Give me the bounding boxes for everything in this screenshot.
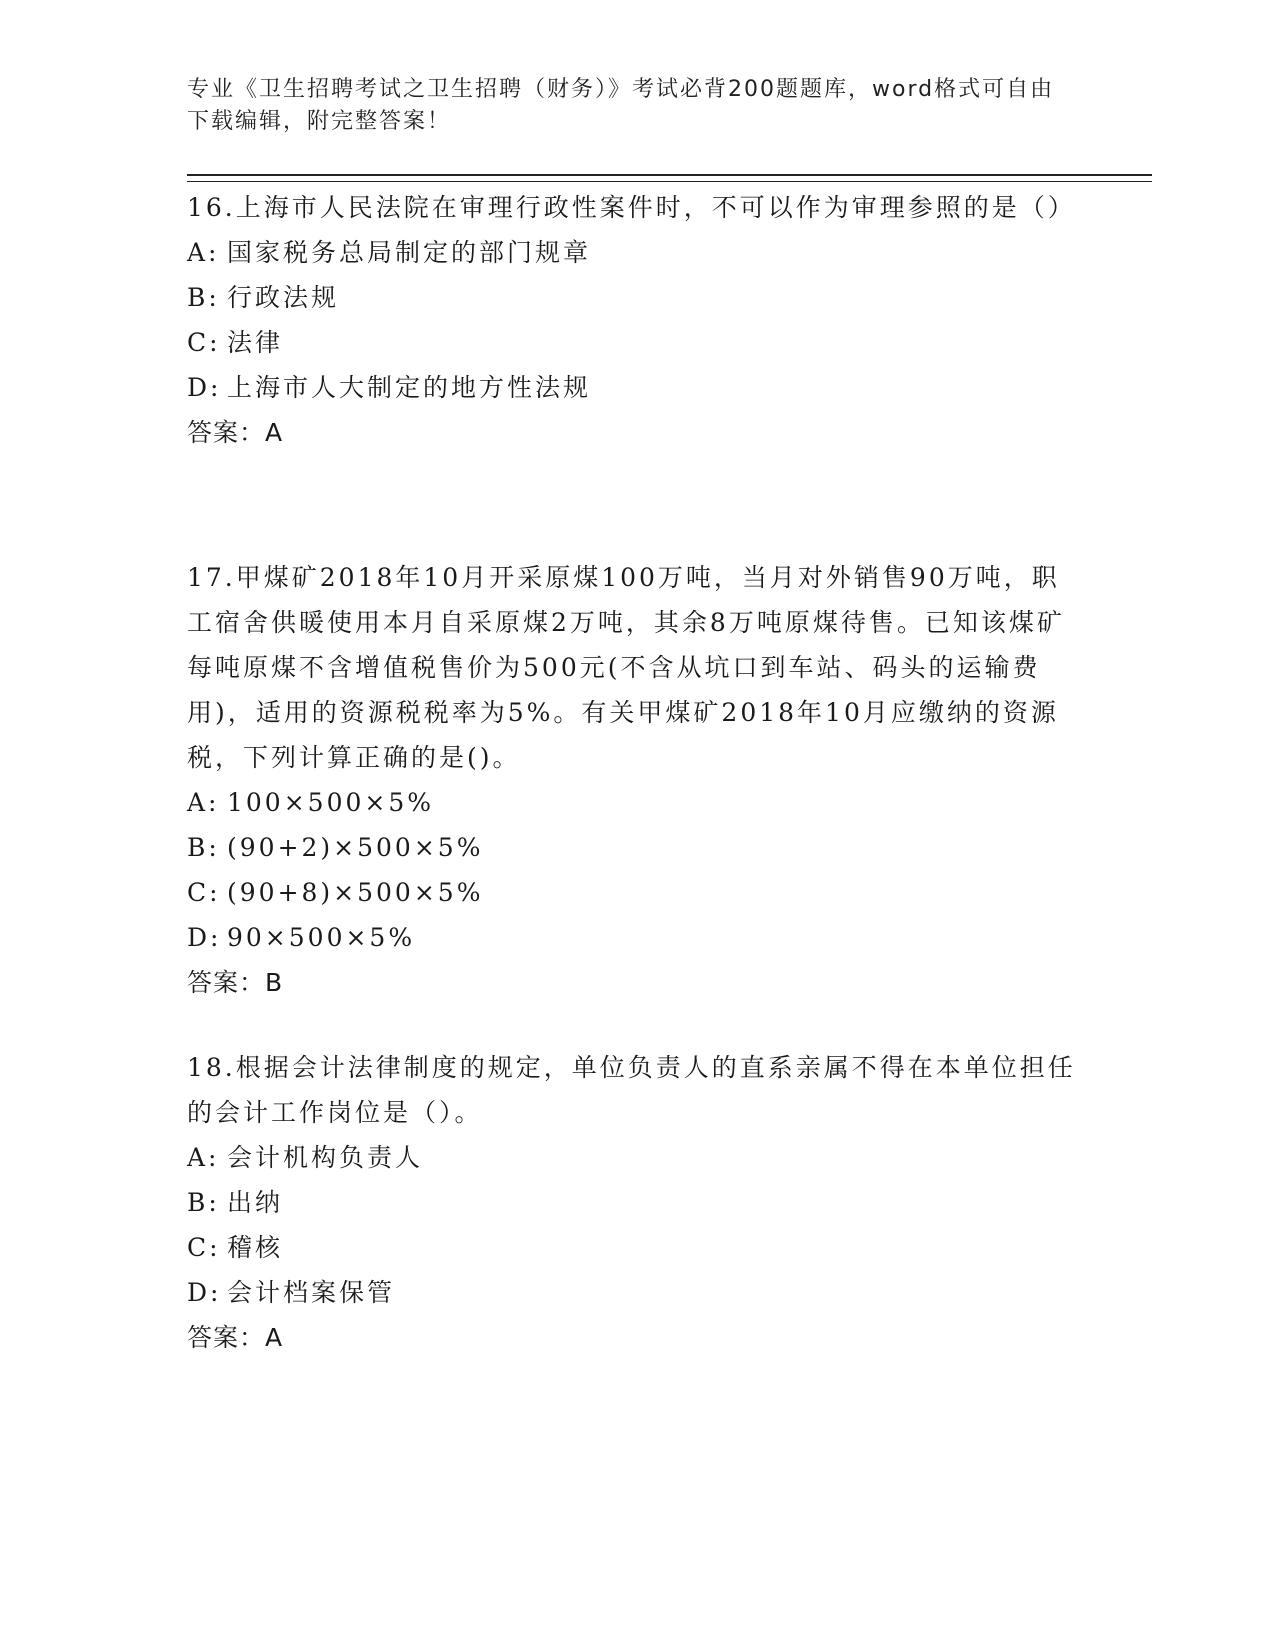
option-d — [187, 1270, 1077, 1315]
option-b — [187, 1180, 1077, 1225]
header-divider-thin — [187, 181, 1152, 182]
option-a — [187, 1135, 1077, 1180]
document-header: 专业《卫生招聘考试之卫生招聘（财务）》考试必背200题题库，word格式可自由下载编辑，附完整答案！ — [187, 77, 1055, 134]
option-letter: C: — [187, 328, 221, 357]
option-letter: A: — [187, 788, 220, 817]
answer: 答案：A — [187, 418, 284, 447]
option-d — [187, 365, 1077, 410]
option-letter: A: — [187, 1143, 220, 1172]
header-divider-thick — [187, 174, 1152, 176]
question-18 — [187, 1045, 1077, 1360]
option-text: (90+2)×500×5% — [227, 833, 484, 862]
option-text: 行政法规 — [227, 283, 340, 312]
question-16 — [187, 185, 1077, 455]
answer: 答案：B — [187, 968, 284, 997]
option-text: 会计机构负责人 — [227, 1143, 424, 1172]
option-letter: D: — [187, 923, 222, 952]
option-letter: A: — [187, 238, 220, 267]
option-c — [187, 320, 1077, 365]
option-text: 国家税务总局制定的部门规章 — [227, 238, 592, 267]
option-letter: C: — [187, 1233, 221, 1262]
option-b — [187, 275, 1077, 320]
question-text: 16.上海市人民法院在审理行政性案件时，不可以作为审理参照的是（） — [187, 193, 1076, 222]
option-text: 法律 — [227, 328, 284, 357]
option-c — [187, 1225, 1077, 1270]
question-text: 18.根据会计法律制度的规定，单位负责人的直系亲属不得在本单位担任的会计工作岗位是（）。 — [187, 1053, 1076, 1127]
option-a — [187, 230, 1077, 275]
option-letter: C: — [187, 878, 221, 907]
option-text: 会计档案保管 — [227, 1278, 396, 1307]
option-text: (90+8)×500×5% — [227, 878, 484, 907]
option-a — [187, 780, 1077, 825]
option-text: 稽核 — [227, 1233, 284, 1262]
option-text: 出纳 — [227, 1188, 284, 1217]
option-text: 100×500×5% — [227, 788, 434, 817]
option-text: 90×500×5% — [227, 923, 416, 952]
question-text: 17.甲煤矿2018年10月开采原煤100万吨，当月对外销售90万吨，职工宿舍供暖使用本月自采原煤2万吨，其余8万吨原煤待售。已知该煤矿每吨原煤不含增值税售价为500元(不含从坑口到车站、码头的运输费用)，适用的资源税税率为5%。有关甲煤矿2018年10月应缴纳的资源税，下列计算正确的是()。 — [187, 563, 1065, 772]
option-d — [187, 915, 1077, 960]
option-b — [187, 825, 1077, 870]
option-letter: B: — [187, 833, 220, 862]
option-letter: B: — [187, 1188, 220, 1217]
option-text: 上海市人大制定的地方性法规 — [227, 373, 592, 402]
option-letter: B: — [187, 283, 220, 312]
option-letter: D: — [187, 1278, 222, 1307]
answer: 答案：A — [187, 1323, 284, 1352]
option-c — [187, 870, 1077, 915]
question-17 — [187, 555, 1077, 1005]
option-letter: D: — [187, 373, 222, 402]
